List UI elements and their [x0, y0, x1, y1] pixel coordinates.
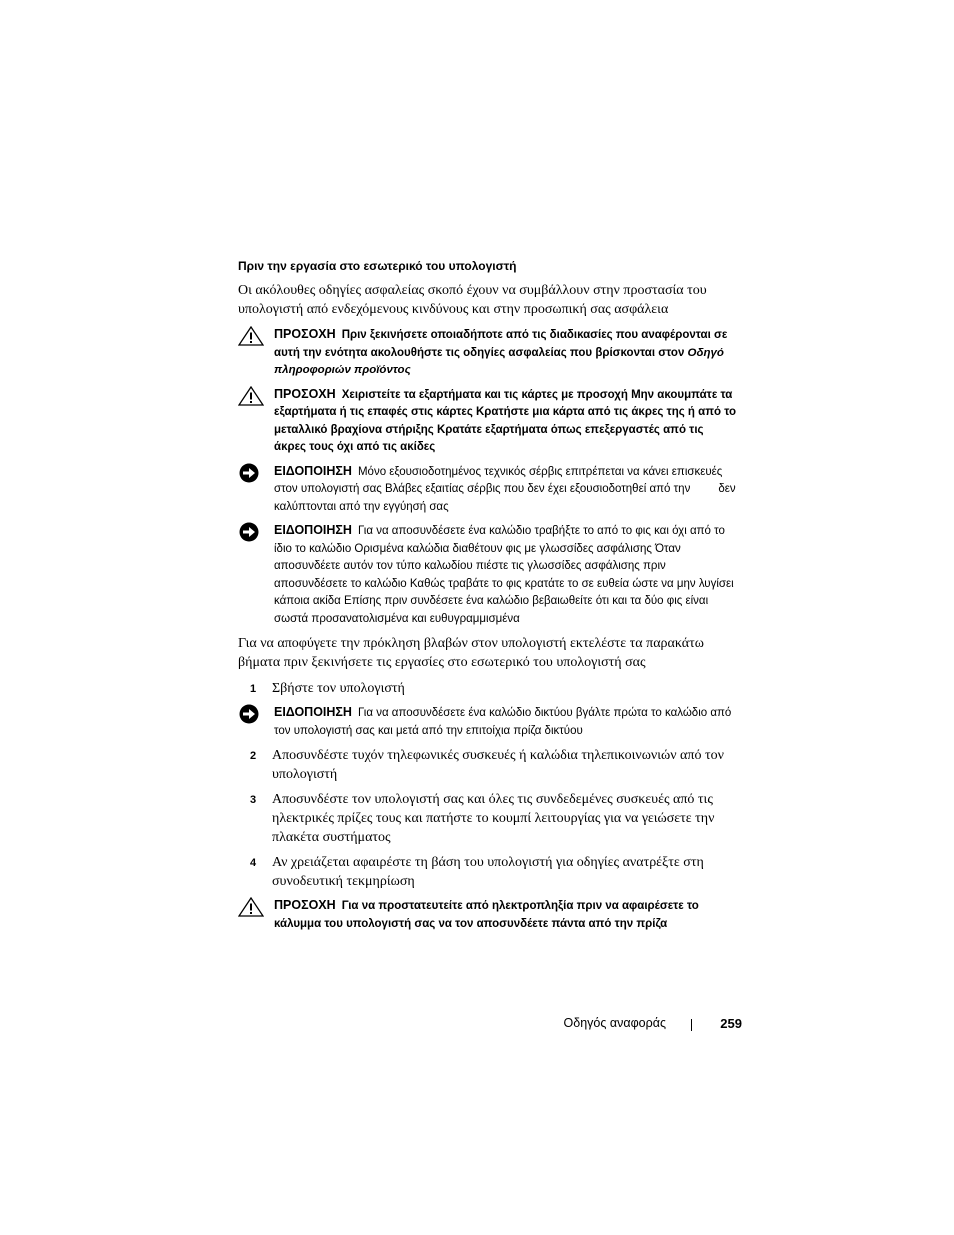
- notice-text-a: Μόνο εξουσιοδοτημένος τεχνικός σέρβις επιτρέπεται να κάνει επισκευές στον υπολογιστή σας Βλάβες εξαιτίας σέρβις που δεν έχει εξουσιοδοτηθεί από την: [274, 465, 723, 495]
- caution-text: Χειριστείτε τα εξαρτήματα και τις κάρτες με προσοχή Μην ακουμπάτε τα εξαρτήματα ή τις επαφές στις κάρτες Κρατήστε μια κάρτα από τις άκρες της ή από το μεταλλικό βραχίονα στήριξης Κρατάτε εξαρτήματα όπως επεξεργαστές από τις άκρες τους όχι από τις ακίδες: [274, 388, 737, 453]
- page-footer: [540, 1016, 742, 1034]
- step-text: Αποσυνδέστε τυχόν τηλεφωνικές συσκευές ή καλώδια τηλεπικοινωνιών από τον υπολογιστή: [272, 748, 724, 782]
- warning-triangle-icon: [238, 326, 264, 346]
- notice-label: ΕΙΔΟΠΟΙΗΣΗ: [274, 523, 352, 537]
- notice-1: [238, 463, 738, 517]
- notice-arrow-circle-icon: [238, 522, 264, 542]
- page-number: 259: [720, 1016, 742, 1031]
- step-2: [238, 746, 738, 784]
- caution-emphasis: Οδηγό πληροφοριών προϊόντος: [274, 346, 724, 376]
- footer-doc-title: Οδηγός αναφοράς: [563, 1016, 666, 1030]
- step-text: Αποσυνδέστε τον υπολογιστή σας και όλες τις συνδεδεμένες συσκευές από τις ηλεκτρικές πρίζες τους και πατήστε το κουμπί λειτουργίας για να γειώσετε την πλακέτα συστήματος: [272, 792, 715, 845]
- step-number: 1: [250, 683, 257, 695]
- step-number: 4: [250, 857, 257, 869]
- step-1: [238, 679, 738, 698]
- caution-2: [238, 386, 738, 457]
- step-3: [238, 790, 738, 847]
- intro-paragraph: Οι ακόλουθες οδηγίες ασφαλείας σκοπό έχουν να συμβάλλουν στην προστασία του υπολογιστή από ενδεχόμενους κινδύνους και στην προσωπική σας ασφάλεια: [238, 283, 707, 317]
- warning-triangle-icon: [238, 897, 264, 917]
- notice-label: ΕΙΔΟΠΟΙΗΣΗ: [274, 463, 352, 478]
- notice-arrow-circle-icon: [238, 463, 264, 483]
- step-number: 3: [250, 794, 257, 806]
- notice-text: Για να αποσυνδέσετε ένα καλώδιο δικτύου βγάλτε πρώτα το καλώδιο από τον υπολογιστή σας και μετά από την επιτοίχια πρίζα δικτύου: [274, 707, 732, 737]
- caution-text: Πριν ξεκινήσετε οποιαδήποτε από τις διαδικασίες που αναφέρονται σε αυτή την ενότητα ακολουθήστε τις οδηγίες ασφαλείας που βρίσκονται στον: [274, 329, 728, 359]
- notice-text-b: δεν καλύπτονται από την εγγύησή σας: [274, 483, 736, 513]
- step-text: Σβήστε τον υπολογιστή: [272, 681, 405, 696]
- notice-2: [238, 522, 738, 628]
- section-heading: Πριν την εργασία στο εσωτερικό του υπολογιστή: [238, 259, 517, 273]
- notice-3: [238, 704, 738, 740]
- caution-label: ΠΡΟΣΟΧΗ: [274, 327, 336, 341]
- caution-label: ΠΡΟΣΟΧΗ: [274, 898, 336, 912]
- step-text: Αν χρειάζεται αφαιρέστε τη βάση του υπολογιστή για οδηγίες ανατρέξτε στη συνοδευτική τεκμηρίωση: [272, 855, 704, 889]
- warning-triangle-icon: [238, 386, 264, 406]
- notice-text: Για να αποσυνδέσετε ένα καλώδιο τραβήξτε το από το φις και όχι από το ίδιο το καλώδιο Ορισμένα καλώδια διαθέτουν φις με γλωσσίδες ασφάλισης Όταν αποσυνδέετε αυτόν τον τύπο καλωδίου πιέστε τις γλωσσίδες ασφάλισης πριν αποσυνδέσετε το καλώδιο Καθώς τραβάτε το φις κρατάτε το σε ευθεία ώστε να μην λυγίσει κάποια ακίδα Επίσης πριν συνδέσετε ένα καλώδιο βεβαιωθείτε ότι και τα δύο φις είναι σωστά προσανατολισμένα και ευθυγραμμισμένα: [274, 525, 734, 625]
- footer-separator: [691, 1019, 692, 1031]
- caution-label: ΠΡΟΣΟΧΗ: [274, 386, 336, 401]
- step-4: [238, 853, 738, 891]
- page-content: [238, 259, 738, 939]
- step-number: 2: [250, 750, 257, 762]
- steps-intro: Για να αποφύγετε την πρόκληση βλαβών στον υπολογιστή εκτελέστε τα παρακάτω βήματα πριν ξεκινήσετε τις εργασίες στο εσωτερικό του υπολογιστή σας: [238, 636, 704, 670]
- notice-arrow-circle-icon: [238, 704, 264, 724]
- caution-3: [238, 897, 738, 933]
- caution-1: [238, 326, 738, 380]
- notice-label: ΕΙΔΟΠΟΙΗΣΗ: [274, 705, 352, 719]
- caution-text: Για να προστατευτείτε από ηλεκτροπληξία πριν να αφαιρέσετε το κάλυμμα του υπολογιστή σας να τον αποσυνδέετε πάντα από την πρίζα: [274, 900, 699, 930]
